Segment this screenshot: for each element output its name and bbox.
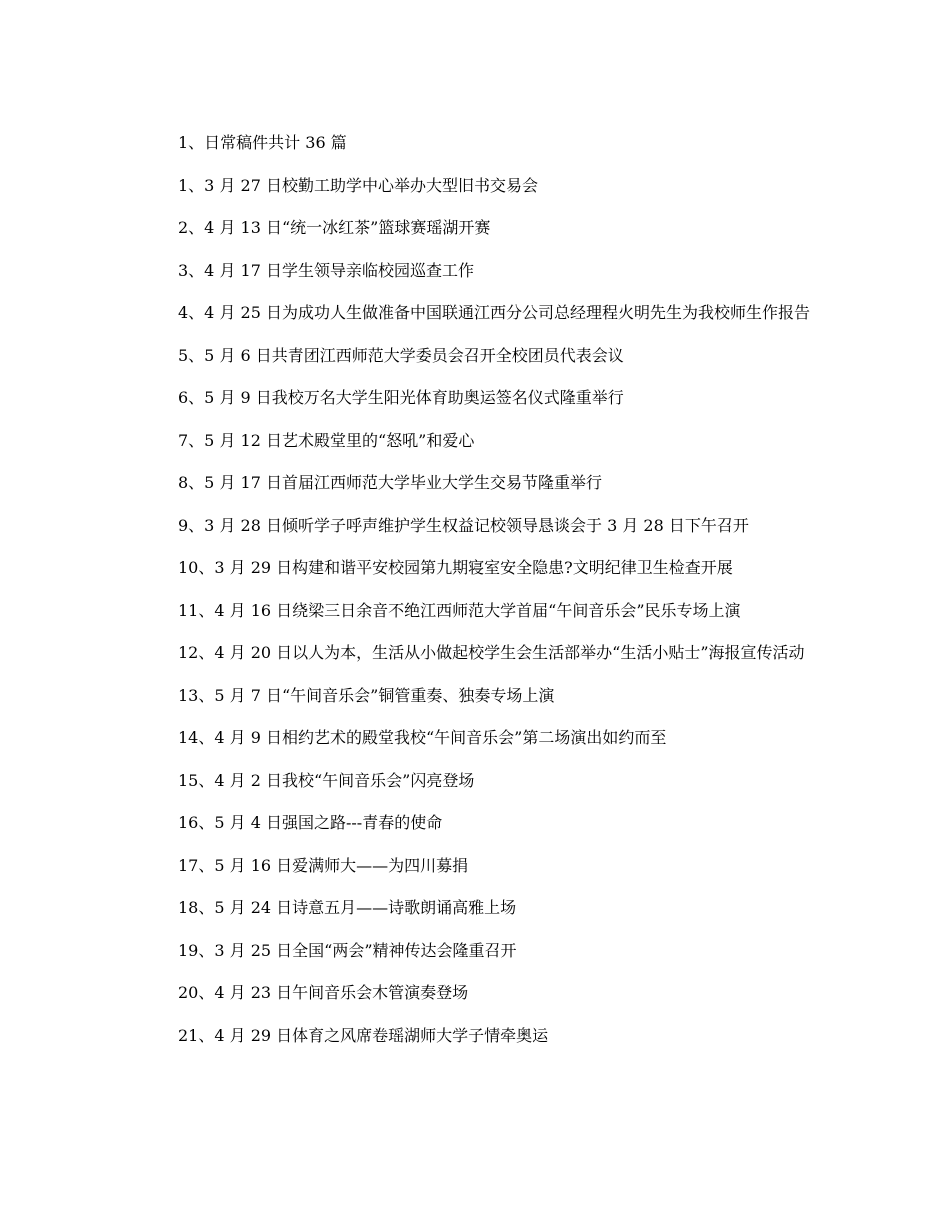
list-item: 21、4 月 29 日体育之风席卷瑶湖师大学子情牵奥运 (178, 1025, 549, 1045)
list-item: 2、4 月 13 日“统一冰红茶”篮球赛瑶湖开赛 (178, 218, 491, 237)
list-item: 13、5 月 7 日“午间音乐会”铜管重奏、独奏专场上演 (178, 685, 555, 705)
list-item: 15、4 月 2 日我校“午间音乐会”闪亮登场 (178, 770, 475, 790)
list-item: 7、5 月 12 日艺术殿堂里的“怒吼”和爱心 (178, 430, 475, 450)
list-item: 11、4 月 16 日绕梁三日余音不绝江西师范大学首届“午间音乐会”民乐专场上演 (178, 600, 741, 620)
list-item: 8、5 月 17 日首届江西师范大学毕业大学生交易节隆重举行 (178, 473, 602, 492)
document-heading: 1、日常稿件共计 36 篇 (178, 133, 347, 152)
list-item: 6、5 月 9 日我校万名大学生阳光体育助奥运签名仪式隆重举行 (178, 388, 624, 407)
list-item: 20、4 月 23 日午间音乐会木管演奏登场 (178, 983, 469, 1002)
list-item: 14、4 月 9 日相约艺术的殿堂我校“午间音乐会”第二场演出如约而至 (178, 728, 667, 747)
list-item: 1、3 月 27 日校勤工助学中心举办大型旧书交易会 (178, 175, 538, 195)
list-item: 12、4 月 20 日以人为本，生活从小做起校学生会生活部举办“生活小贴士”海报宣传活动 (178, 643, 805, 662)
list-item: 3、4 月 17 日学生领导亲临校园巡查工作 (178, 260, 474, 280)
list-item: 5、5 月 6 日共青团江西师范大学委员会召开全校团员代表会议 (178, 345, 624, 365)
list-item: 16、5 月 4 日强国之路---青春的使命 (178, 813, 443, 832)
list-item: 4、4 月 25 日为成功人生做准备中国联通江西分公司总经理程火明先生为我校师生作报告 (178, 303, 810, 322)
list-item: 18、5 月 24 日诗意五月——诗歌朗诵高雅上场 (178, 898, 517, 917)
list-item: 17、5 月 16 日爱满师大——为四川募捐 (178, 855, 469, 875)
list-item: 10、3 月 29 日构建和谐平安校园第九期寝室安全隐患?文明纪律卫生检查开展 (178, 558, 733, 577)
list-item: 19、3 月 25 日全国“两会”精神传达会隆重召开 (178, 940, 517, 960)
list-item: 9、3 月 28 日倾听学子呼声维护学生权益记校领导恳谈会于 3 月 28 日下午召开 (178, 515, 749, 535)
document-body (140, 132, 810, 1046)
